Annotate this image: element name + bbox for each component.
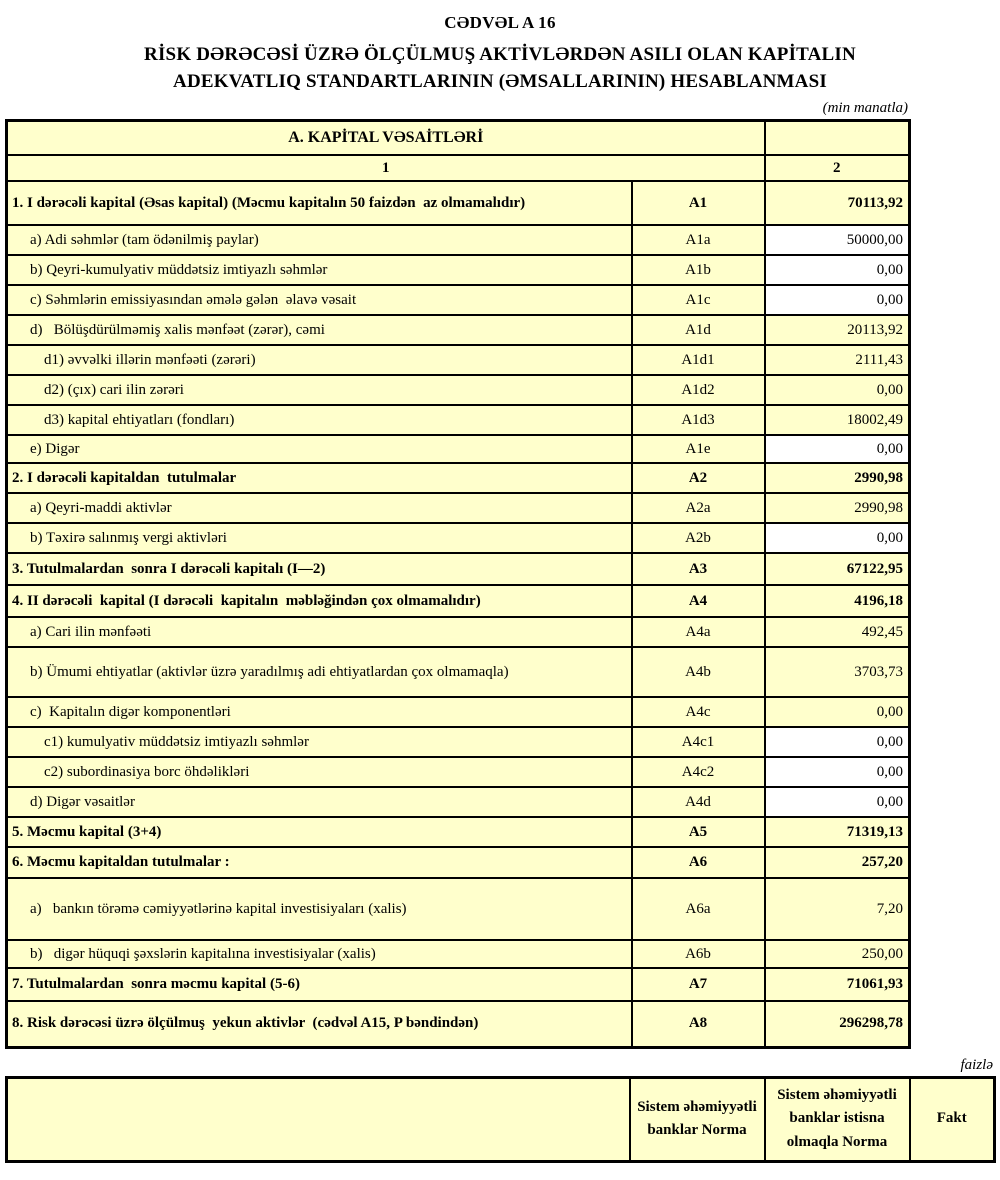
row-label-A1d: d) Bölüşdürülməmiş xalis mənfəət (zərər), cəmi — [7, 315, 632, 345]
row-value-A4: 4196,18 — [765, 585, 910, 617]
row-value-A4d[interactable]: 0,00 — [765, 787, 910, 817]
column-number-row — [7, 155, 910, 181]
table-row — [7, 727, 910, 757]
row-code-A6: A6 — [632, 847, 765, 878]
row-code-A8: A8 — [632, 1001, 765, 1047]
row-value-A3: 67122,95 — [765, 553, 910, 585]
row-value-A2: 2990,98 — [765, 463, 910, 493]
row-label-A4c1: c1) kumulyativ müddətsiz imtiyazlı səhmlər — [7, 727, 632, 757]
row-code-A6a: A6a — [632, 878, 765, 940]
section-header-row — [7, 121, 910, 156]
row-label-A4b: b) Ümumi ehtiyatlar (aktivlər üzrə yaradılmış adi ehtiyatlardan çox olmamaqla) — [7, 647, 632, 697]
section-header-empty-cell — [765, 121, 910, 156]
row-value-A1d1: 2111,43 — [765, 345, 910, 375]
row-label-A4: 4. II dərəcəli kapital (I dərəcəli kapitalın məbləğindən çox olmamalıdır) — [7, 585, 632, 617]
table-row — [7, 315, 910, 345]
row-code-A1d3: A1d3 — [632, 405, 765, 435]
row-value-A6a: 7,20 — [765, 878, 910, 940]
row-code-A4: A4 — [632, 585, 765, 617]
table-label: CƏDVƏL A 16 — [444, 13, 556, 32]
ratio-col-nonsystemic-norm: Sistem əhəmiyyətli banklar istisna olmaqla Norma — [765, 1077, 910, 1161]
table-row — [7, 375, 910, 405]
table-row — [7, 617, 910, 647]
table-row — [7, 255, 910, 285]
table-row — [7, 817, 910, 847]
row-code-A4a: A4a — [632, 617, 765, 647]
row-label-A1d2: d2) (çıx) cari ilin zərəri — [7, 375, 632, 405]
table-row — [7, 463, 910, 493]
row-code-A1: A1 — [632, 181, 765, 225]
table-row — [7, 285, 910, 315]
row-label-A1e: e) Digər — [7, 435, 632, 463]
row-value-A1b[interactable]: 0,00 — [765, 255, 910, 285]
row-label-A1: 1. I dərəcəli kapital (Əsas kapital) (Məcmu kapitalın 50 faizdən az olmamalıdır) — [7, 181, 632, 225]
col-number-1: 1 — [7, 155, 765, 181]
row-label-A4c: c) Kapitalın digər komponentləri — [7, 697, 632, 727]
row-label-A2: 2. I dərəcəli kapitaldan tutulmalar — [7, 463, 632, 493]
row-label-A6b: b) digər hüquqi şəxslərin kapitalına investisiyalar (xalis) — [7, 940, 632, 968]
page-title-line1: RİSK DƏRƏCƏSİ ÜZRƏ ÖLÇÜLMUŞ AKTİVLƏRDƏN ASILI OLAN KAPİTALIN — [144, 44, 856, 65]
table-row — [7, 345, 910, 375]
row-value-A1d3: 18002,49 — [765, 405, 910, 435]
row-code-A5: A5 — [632, 817, 765, 847]
row-code-A3: A3 — [632, 553, 765, 585]
row-value-A1d: 20113,92 — [765, 315, 910, 345]
row-value-A1d2: 0,00 — [765, 375, 910, 405]
row-label-A3: 3. Tutulmalardan sonra I dərəcəli kapitalı (I—2) — [7, 553, 632, 585]
table-row — [7, 787, 910, 817]
row-label-A4c2: c2) subordinasiya borc öhdəlikləri — [7, 757, 632, 787]
row-value-A5: 71319,13 — [765, 817, 910, 847]
ratio-col-systemic-norm: Sistem əhəmiyyətli banklar Norma — [630, 1077, 765, 1161]
ratio-empty-cell — [7, 1077, 630, 1161]
row-value-A2a: 2990,98 — [765, 493, 910, 523]
table-row — [7, 647, 910, 697]
ratio-col-fakt: Fakt — [910, 1077, 995, 1161]
row-value-A1e[interactable]: 0,00 — [765, 435, 910, 463]
row-label-A1d3: d3) kapital ehtiyatları (fondları) — [7, 405, 632, 435]
row-code-A7: A7 — [632, 968, 765, 1001]
row-code-A1d: A1d — [632, 315, 765, 345]
row-value-A4c: 0,00 — [765, 697, 910, 727]
unit-note: (min manatla) — [822, 100, 908, 116]
table-row — [7, 523, 910, 553]
row-label-A4d: d) Digər vəsaitlər — [7, 787, 632, 817]
table-row — [7, 405, 910, 435]
row-value-A1a[interactable]: 50000,00 — [765, 225, 910, 255]
table-row — [7, 847, 910, 878]
row-label-A4a: a) Cari ilin mənfəəti — [7, 617, 632, 647]
row-value-A1c[interactable]: 0,00 — [765, 285, 910, 315]
row-label-A2a: a) Qeyri-maddi aktivlər — [7, 493, 632, 523]
row-code-A1d2: A1d2 — [632, 375, 765, 405]
report-header — [0, 0, 1000, 95]
row-value-A7: 71061,93 — [765, 968, 910, 1001]
row-value-A4c1[interactable]: 0,00 — [765, 727, 910, 757]
row-value-A4c2[interactable]: 0,00 — [765, 757, 910, 787]
row-value-A2b[interactable]: 0,00 — [765, 523, 910, 553]
table-row — [7, 968, 910, 1001]
percent-note: faizlə — [960, 1056, 993, 1073]
row-value-A8: 296298,78 — [765, 1001, 910, 1047]
table-row — [7, 940, 910, 968]
row-label-A1d1: d1) əvvəlki illərin mənfəəti (zərəri) — [7, 345, 632, 375]
col-number-2: 2 — [765, 155, 910, 181]
section-header-cell: A. KAPİTAL VƏSAİTLƏRİ — [7, 121, 765, 156]
row-code-A2b: A2b — [632, 523, 765, 553]
ratio-table — [5, 1076, 996, 1163]
table-row — [7, 493, 910, 523]
row-code-A4c1: A4c1 — [632, 727, 765, 757]
row-code-A4d: A4d — [632, 787, 765, 817]
row-code-A4c2: A4c2 — [632, 757, 765, 787]
row-label-A1a: a) Adi səhmlər (tam ödənilmiş paylar) — [7, 225, 632, 255]
row-value-A1: 70113,92 — [765, 181, 910, 225]
row-value-A6: 257,20 — [765, 847, 910, 878]
row-value-A6b: 250,00 — [765, 940, 910, 968]
row-value-A4a: 492,45 — [765, 617, 910, 647]
row-code-A4c: A4c — [632, 697, 765, 727]
row-code-A6b: A6b — [632, 940, 765, 968]
row-code-A1d1: A1d1 — [632, 345, 765, 375]
row-label-A1b: b) Qeyri-kumulyativ müddətsiz imtiyazlı səhmlər — [7, 255, 632, 285]
row-code-A2: A2 — [632, 463, 765, 493]
row-code-A1c: A1c — [632, 285, 765, 315]
row-code-A1a: A1a — [632, 225, 765, 255]
row-code-A2a: A2a — [632, 493, 765, 523]
row-value-A4b: 3703,73 — [765, 647, 910, 697]
row-label-A5: 5. Məcmu kapital (3+4) — [7, 817, 632, 847]
table-row — [7, 435, 910, 463]
table-row — [7, 553, 910, 585]
table-row — [7, 225, 910, 255]
table-row — [7, 757, 910, 787]
row-code-A1b: A1b — [632, 255, 765, 285]
capital-table — [5, 119, 911, 1049]
row-code-A4b: A4b — [632, 647, 765, 697]
ratio-header-row — [7, 1077, 995, 1161]
row-label-A6: 6. Məcmu kapitaldan tutulmalar : — [7, 847, 632, 878]
row-code-A1e: A1e — [632, 435, 765, 463]
table-row — [7, 181, 910, 225]
row-label-A1c: c) Səhmlərin emissiyasından əmələ gələn əlavə vəsait — [7, 285, 632, 315]
page-title-line2: ADEKVATLIQ STANDARTLARININ (ƏMSALLARININ) HESABLANMASI — [173, 71, 827, 92]
page-title — [0, 41, 1000, 95]
table-row — [7, 1001, 910, 1047]
row-label-A2b: b) Təxirə salınmış vergi aktivləri — [7, 523, 632, 553]
row-label-A7: 7. Tutulmalardan sonra məcmu kapital (5-6) — [7, 968, 632, 1001]
row-label-A6a: a) bankın törəmə cəmiyyətlərinə kapital investisiyaları (xalis) — [7, 878, 632, 940]
table-row — [7, 697, 910, 727]
table-row — [7, 878, 910, 940]
row-label-A8: 8. Risk dərəcəsi üzrə ölçülmuş yekun aktivlər (cədvəl A15, P bəndindən) — [7, 1001, 632, 1047]
table-row — [7, 585, 910, 617]
